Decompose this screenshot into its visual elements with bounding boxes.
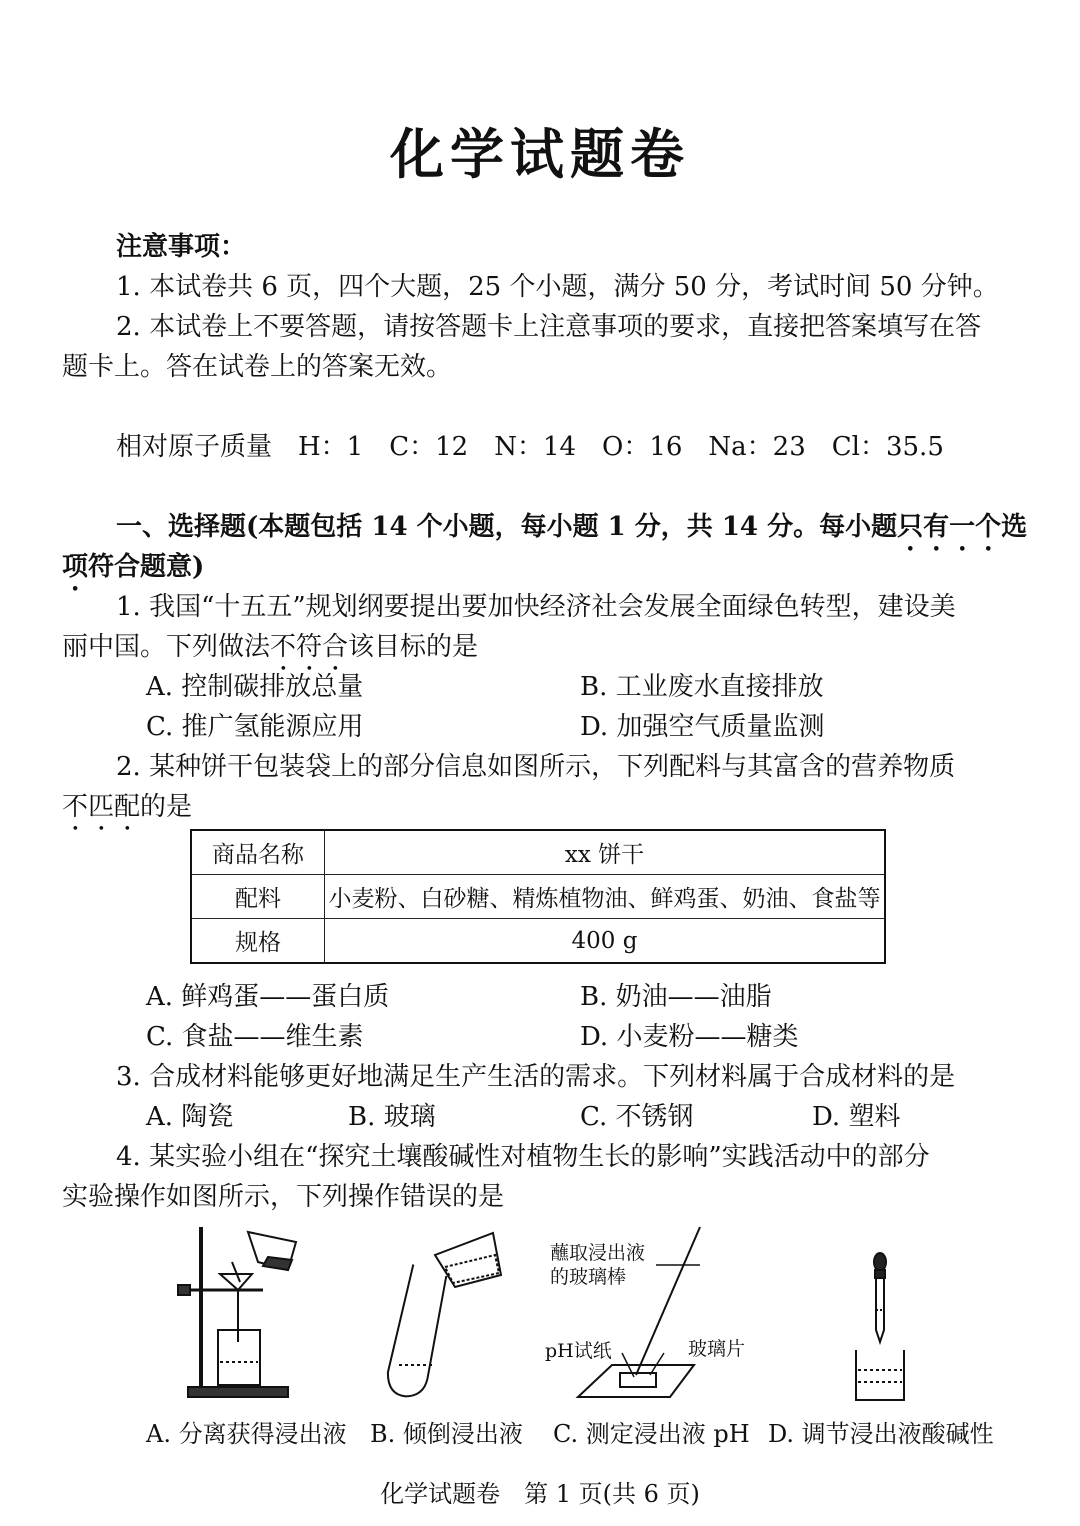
q1-emphasis: 不符合: [270, 632, 349, 662]
q1-option-b: B. 工业废水直接排放: [580, 672, 824, 702]
notice-item-2-cont: 题卡上。答在试卷上的答案无效。: [62, 352, 453, 382]
q3-stem: 3. 合成材料能够更好地满足生产生活的需求。下列材料属于合成材料的是: [116, 1062, 956, 1092]
q2-stem: 2. 某种饼干包装袋上的部分信息如图所示，下列配料与其富含的营养物质: [116, 752, 956, 782]
q4-stem: 4. 某实验小组在“探究土壤酸碱性对植物生长的影响”实践活动中的部分: [116, 1142, 930, 1172]
q1-option-c: C. 推广氢能源应用: [146, 712, 364, 742]
q1-stem: 1. 我国“十五五”规划纲要提出要加快经济社会发展全面绿色转型，建设美: [116, 592, 956, 622]
page-title: 化学试题卷: [390, 122, 690, 186]
q3-option-d: D. 塑料: [812, 1102, 901, 1132]
label-glass-rod-2: 的玻璃棒: [550, 1266, 627, 1288]
q1-stem-cont: [62, 632, 478, 677]
notice-heading: 注意事项：: [116, 232, 247, 262]
table-key: 商品名称: [191, 830, 325, 875]
figure-caption-b: B. 倾倒浸出液: [370, 1420, 523, 1448]
label-glass-slide: 玻璃片: [688, 1338, 746, 1360]
q1-stem-end: 该目标的是: [348, 632, 479, 662]
q2-option-c: C. 食盐——维生素: [146, 1022, 364, 1052]
section-1-heading-cont: [62, 552, 204, 597]
table-key: 配料: [191, 875, 325, 919]
table-row: [191, 830, 885, 875]
table-row: [191, 875, 885, 919]
label-glass-rod: 蘸取浸出液: [550, 1242, 646, 1264]
figure-caption-d: D. 调节浸出液酸碱性: [768, 1420, 994, 1448]
figure-caption-a: A. 分离获得浸出液: [146, 1420, 347, 1448]
q2-option-d: D. 小麦粉——糖类: [580, 1022, 799, 1052]
q2-emphasis: 不匹配: [62, 792, 141, 822]
section-1-text-2: 符合题意): [88, 552, 205, 582]
table-value: xx 饼干: [325, 830, 886, 875]
notice-item-2: 2. 本试卷上不要答题，请按答题卡上注意事项的要求，直接把答案填写在答: [116, 312, 982, 342]
q1-option-a: A. 控制碳排放总量: [146, 672, 364, 702]
q3-option-a: A. 陶瓷: [146, 1102, 234, 1132]
q4-stem-cont: 实验操作如图所示，下列操作错误的是: [62, 1182, 505, 1212]
q2-stem-cont: [62, 792, 192, 837]
biscuit-info-table: [190, 829, 886, 964]
table-value: 400 g: [325, 919, 886, 964]
page-footer: 化学试题卷 第 1 页(共 6 页): [380, 1480, 700, 1508]
notice-item-1: 1. 本试卷共 6 页，四个大题，25 个小题，满分 50 分，考试时间 50 分钟。: [116, 272, 999, 302]
section-1-heading: [116, 512, 1027, 557]
q2-stem-end: 的是: [140, 792, 193, 822]
section-1-emphasis-2: 项: [62, 552, 89, 582]
q3-option-b: B. 玻璃: [348, 1102, 436, 1132]
section-1-emphasis: 只有一个: [897, 512, 1002, 542]
filtration-apparatus-illustration: [168, 1222, 318, 1407]
q2-option-a: A. 鲜鸡蛋——蛋白质: [146, 982, 390, 1012]
section-1-text: 一、选择题(本题包括 14 个小题，每小题 1 分，共 14 分。每小题: [116, 512, 898, 542]
section-1-text-end: 选: [1001, 512, 1028, 542]
table-value: 小麦粉、白砂糖、精炼植物油、鲜鸡蛋、奶油、食盐等: [325, 875, 886, 919]
figure-caption-c: C. 测定浸出液 pH: [553, 1420, 750, 1448]
atomic-mass: 相对原子质量 H：1 C：12 N：14 O：16 Na：23 Cl：35.5: [116, 432, 944, 462]
q3-option-c: C. 不锈钢: [580, 1102, 694, 1132]
q1-stem-text: 丽中国。下列做法: [62, 632, 271, 662]
q2-option-b: B. 奶油——油脂: [580, 982, 772, 1012]
label-ph-paper: pH试纸: [545, 1340, 612, 1362]
q1-option-d: D. 加强空气质量监测: [580, 712, 825, 742]
dropper-beaker-illustration: [842, 1250, 922, 1405]
table-key: 规格: [191, 919, 325, 964]
table-row: [191, 919, 885, 964]
pouring-test-tube-illustration: [375, 1225, 515, 1405]
